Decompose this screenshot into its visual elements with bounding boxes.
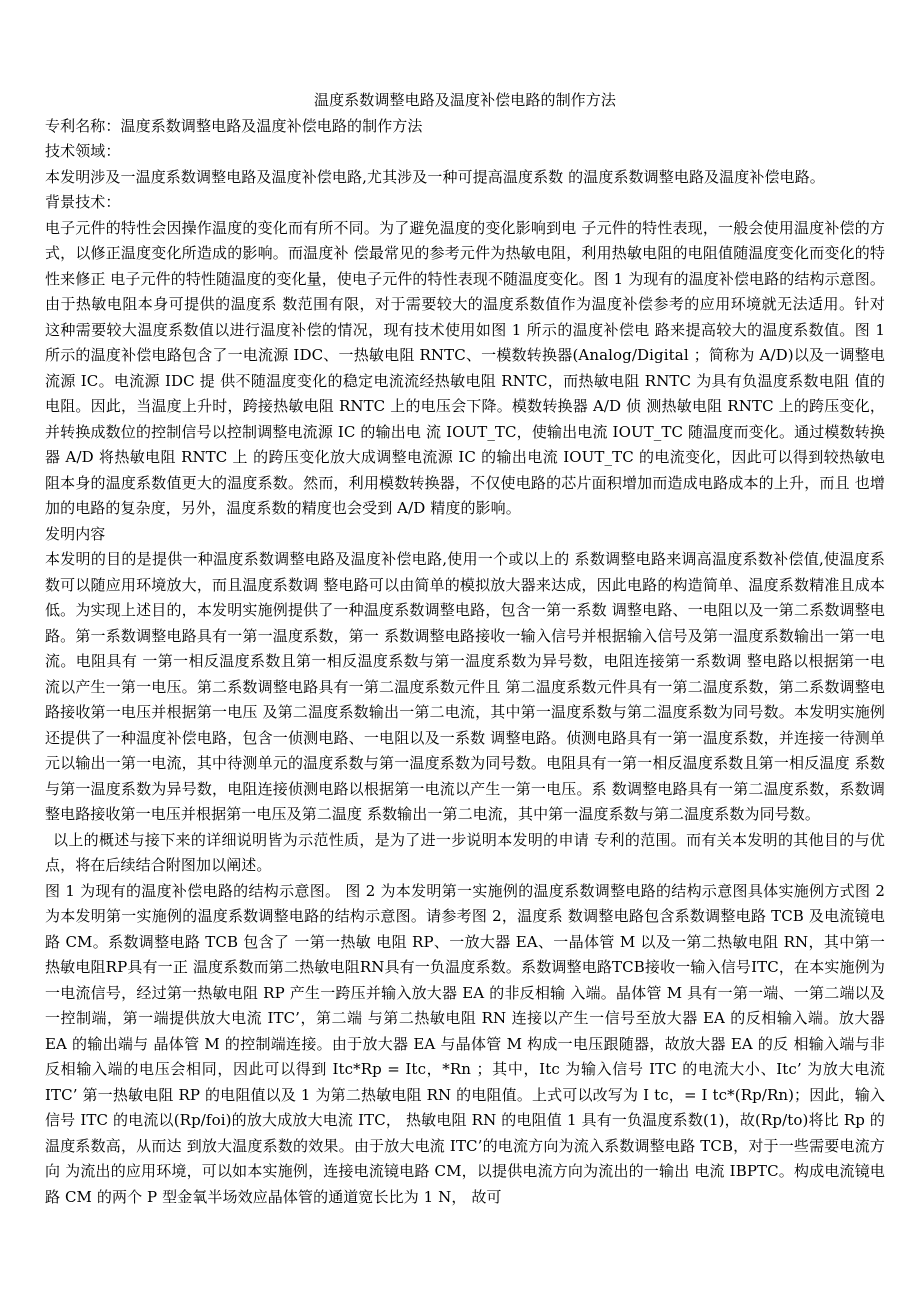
background-paragraph: 电子元件的特性会因操作温度的变化而有所不同。为了避免温度的变化影响到电 子元件的特性表现，一般会使用温度补偿的方式，以修正温度变化所造成的影响。而温度补 偿最常见的参考元件为热敏电阻，利用热敏电阻的电阻值随温度变化而变化的特性来修正 电子元件的特性随温度的变化量，使电子元件的特性表现不随温度变化。图 1 为现有的温度补偿电路的结构示意图。由于热敏电阻本身可提供的温度系 数范围有限，对于需要较大的温度系数值作为温度补偿参考的应用环境就无法适用。针对 这种需要较大温度系数值以进行温度补偿的情况，现有技术使用如图 1 所示的温度补偿电 路来提高较大的温度系数值。图 1 所示的温度补偿电路包含了一电流源 IDC、一热敏电阻 RNTC、一模数转换器(Analog/Digital ；简称为 A/D)以及一调整电流源 IC。电流源 IDC 提 供不随温度变化的稳定电流流经热敏电阻 RNTC，而热敏电阻 RNTC 为具有负温度系数电阻 值的电阻。因此，当温度上升时，跨接热敏电阻 RNTC 上的电压会下降。模数转换器 A/D 侦 测热敏电阻 RNTC 上的跨压变化，并转换成数位的控制信号以控制调整电流源 IC 的输出电 流 IOUT_TC，使输出电流 IOUT_TC 随温度而变化。通过模数转换器 A/D 将热敏电阻 RNTC 上 的跨压变化放大成调整电流源 IC 的输出电流 IOUT_TC 的电流变化，因此可以得到较热敏电 阻本身的温度系数值更大的温度系数。然而，利用模数转换器，不仅使电路的芯片面积增加而造成电路成本的上升，而且 也增加的电路的复杂度，另外，温度系数的精度也会受到 A/D 精度的影响。	[45, 218, 885, 517]
technical-field-paragraph: 本发明涉及一温度系数调整电路及温度补偿电路,尤其涉及一种可提高温度系数 的温度系数调整电路及温度补偿电路。	[45, 167, 825, 186]
embodiment-paragraph: 图 1 为现有的温度补偿电路的结构示意图。 图 2 为本发明第一实施例的温度系数调整电路的结构示意图具体实施例方式图 2 为本发明第一实施例的温度系数调整电路的结构示意图。请参考图 2，温度系 数调整电路包含系数调整电路 TCB 及电流镜电路 CM。系数调整电路 TCB 包含了 一第一热敏 电阻 RP、一放大器 EA、一晶体管 M 以及一第二热敏电阻 RN，其中第一热敏电阻RP具有一正 温度系数而第二热敏电阻RN具有一负温度系数。系数调整电路TCB接收一输入信号ITC，在本实施例为一电流信号，经过第一热敏电阻 RP 产生一跨压并输入放大器 EA 的非反相输 入端。晶体管 M 具有一第一端、一第二端以及一控制端，第一端提供放大电流 ITC’，第二端 与第二热敏电阻 RN 连接以产生一信号至放大器 EA 的反相输入端。放大器 EA 的输出端与 晶体管 M 的控制端连接。由于放大器 EA 与晶体管 M 构成一电压跟随器，故放大器 EA 的反 相输入端与非反相输入端的电压会相同，因此可以得到 Itc*Rp = Itc，*Rn ；其中，Itc 为输入信号 ITC 的电流大小、Itc’ 为放大电流 ITC’ 第一热敏电阻 RP 的电阻值以及 1 为第二热敏电阻 RN 的电阻值。上式可以改写为 I tc，= I tc*(Rp/Rn)；因此，输入信号 ITC 的电流以(Rp/foi)的放大成放大电流 ITC， 热敏电阻 RN 的电阻值 1 具有一负温度系数(1)，故(Rp/to)将比 Rp 的温度系数高，从而达 到放大温度系数的效果。由于放大电流 ITC’的电流方向为流入系数调整电路 TCB，对于一些需要电流方向 为流出的应用环境，可以如本实施例，连接电流镜电路 CM，以提供电流方向为流出的一输出 电流 IBPTC。构成电流镜电路 CM 的两个 P 型金氧半场效应晶体管的通道宽长比为 1 N， 故可	[45, 881, 885, 1206]
patent-name: 专利名称：温度系数调整电路及温度补偿电路的制作方法	[45, 116, 423, 135]
document-title: 温度系数调整电路及温度补偿电路的制作方法	[313, 91, 616, 109]
summary-paragraph: 以上的概述与接下来的详细说明皆为示范性质，是为了进一步说明本发明的申请 专利的范围。而有关本发明的其他目的与优点，将在后续结合附图加以阐述。	[45, 830, 885, 874]
technical-field-heading: 技术领域：	[45, 142, 121, 160]
document-page	[45, 88, 885, 1210]
invention-paragraph: 本发明的目的是提供一种温度系数调整电路及温度补偿电路,使用一个或以上的 系数调整电路来调高温度系数补偿值,使温度系数可以随应用环境放大，而且温度系数调 整电路可以由简单的模拟放大器来达成，因此电路的构造简单、温度系数精准且成本低。为实现上述目的，本发明实施例提供了一种温度系数调整电路，包含一第一系数 调整电路、一电阻以及一第二系数调整电路。第一系数调整电路具有一第一温度系数，第一 系数调整电路接收一输入信号并根据输入信号及第一温度系数输出一第一电流。电阻具有 一第一相反温度系数且第一相反温度系数与第一温度系数为异号数，电阻连接第一系数调 整电路以根据第一电流以产生一第一电压。第二系数调整电路具有一第二温度系数元件且 第二温度系数元件具有一第二温度系数，第二系数调整电路接收第一电压并根据第一电压 及第二温度系数输出一第二电流，其中第一温度系数与第二温度系数为同号数。本发明实施例还提供了一种温度补偿电路，包含一侦测电路、一电阻以及一系数 调整电路。侦测电路具有一第一温度系数，并连接一待测单元以输出一第一电流，其中待测单元的温度系数与第一温度系数为同号数。电阻具有一第一相反温度系数且第一相反温度 系数与第一温度系数为异号数，电阻连接侦测电路以根据第一电流以产生一第一电压。系 数调整电路具有一第二温度系数，系数调整电路接收第一电压并根据第一电压及第二温度 系数输出一第二电流，其中第一温度系数与第二温度系数为同号数。	[45, 550, 885, 823]
invention-heading: 发明内容	[45, 524, 106, 543]
background-heading: 背景技术：	[45, 193, 121, 211]
